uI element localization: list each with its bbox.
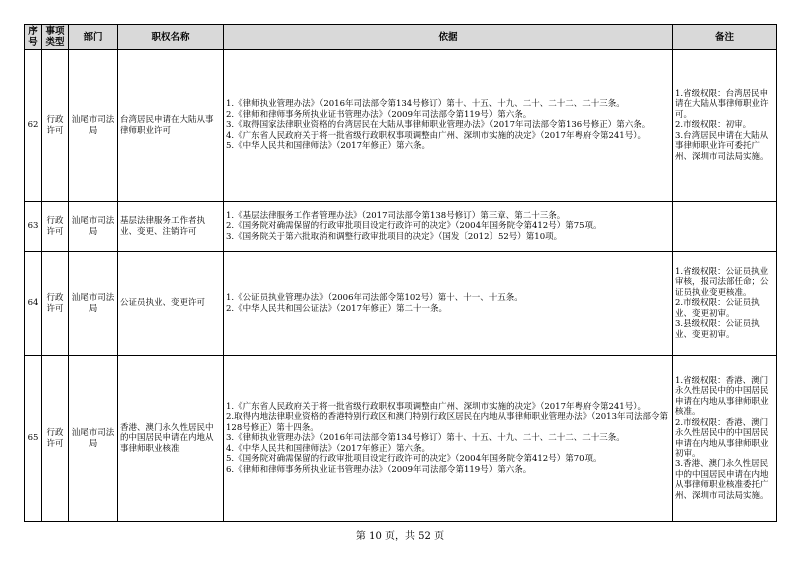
basis-line: 2.取得内地法律职业资格的香港特别行政区和澳门特别行政区居民在内地从事律师职业管理办法》（2013年司法部令第128号修正）第十四条。 xyxy=(226,412,668,433)
note-line: 1.省级权限：台湾居民申请在大陆从事律师职业许可。 xyxy=(675,89,769,120)
header-no: 序号 xyxy=(25,25,42,50)
row-basis xyxy=(224,50,673,202)
basis-line: 3.《律师执业管理办法》（2016年司法部令第134号修订）第十、十五、十九、二十、二十二、二十三条。 xyxy=(226,433,625,444)
header-basis: 依据 xyxy=(224,25,673,50)
basis-line: 1.《基层法律服务工作者管理办法》（2017司法部令第138号修订）第三章、第二十三条。 xyxy=(226,210,566,221)
basis-line: 1.《律师执业管理办法》（2016年司法部令第134号修订）第十、十五、十九、二十、二十二、二十三条。 xyxy=(226,99,625,110)
note-line: 2.市级权限：公证员执业、变更初审。 xyxy=(675,298,760,319)
row-dept: 汕尾市司法局 xyxy=(69,202,118,252)
header-dept: 部门 xyxy=(69,25,118,50)
basis-line: 2.《律师和律师事务所执业证书管理办法》（2009年司法部令第119号）第六条。 xyxy=(226,109,532,120)
page-number: 第 10 页，共 52 页 xyxy=(355,531,445,542)
row-no: 63 xyxy=(25,202,42,252)
row-dept: 汕尾市司法局 xyxy=(69,252,118,356)
basis-line: 1.《广东省人民政府关于将一批省级行政职权事项调整由广州、深圳市实施的决定》（2017年粤府令第241号）。 xyxy=(226,402,646,413)
table-row xyxy=(25,252,777,356)
header-note: 备注 xyxy=(673,25,777,50)
row-type: 行政许可 xyxy=(42,50,69,202)
note-line: 3.香港、澳门永久性居民中的中国居民申请在内地从事律师职业核准委托广州、深圳市司法局实施。 xyxy=(675,459,769,501)
basis-line: 6.《律师和律师事务所执业证书管理办法》（2009年司法部令第119号）第六条。 xyxy=(226,464,532,475)
row-type: 行政许可 xyxy=(42,252,69,356)
note-line: 1.省级权限：香港、澳门永久性居民中的中国居民申请在内地从事律师职业核准。 xyxy=(675,376,769,418)
note-line: 2.市级权限：初审。 xyxy=(675,120,752,131)
row-basis xyxy=(224,252,673,356)
row-no: 62 xyxy=(25,50,42,202)
row-basis xyxy=(224,356,673,522)
row-name: 基层法律服务工作者执业、变更、注销许可 xyxy=(118,202,224,252)
row-dept: 汕尾市司法局 xyxy=(69,356,118,522)
row-note xyxy=(673,356,777,522)
basis-line: 5.《中华人民共和国律师法》（2017年修正）第六条。 xyxy=(226,141,430,152)
basis-line: 2.《中华人民共和国公证法》（2017年修正）第二十一条。 xyxy=(226,303,447,314)
basis-line: 2.《国务院对确需保留的行政审批项目设定行政许可的决定》（2004年国务院令第412号）第75项。 xyxy=(226,221,602,232)
row-dept: 汕尾市司法局 xyxy=(69,50,118,202)
row-note xyxy=(673,252,777,356)
row-type: 行政许可 xyxy=(42,356,69,522)
basis-line: 4.《中华人民共和国律师法》（2017年修正）第六条。 xyxy=(226,443,430,454)
basis-line: 3.《取得国家法律职业资格的台湾居民在大陆从事律师职业管理办法》（2017年司法部令第136号修正）第六条。 xyxy=(226,120,651,131)
row-name: 公证员执业、变更许可 xyxy=(118,252,224,356)
basis-line: 4.《广东省人民政府关于将一批省级行政职权事项调整由广州、深圳市实施的决定》（2017年粤府令第241号）。 xyxy=(226,130,646,141)
header-type: 事项类型 xyxy=(42,25,69,50)
row-note xyxy=(673,50,777,202)
row-note xyxy=(673,202,777,252)
header-row xyxy=(25,25,777,50)
note-line: 3.县级权限：公证员执业、变更初审。 xyxy=(675,319,760,340)
row-basis xyxy=(224,202,673,252)
basis-line: 1.《公证员执业管理办法》（2006年司法部令第102号）第十、十一、十五条。 xyxy=(226,293,523,304)
header-name: 职权名称 xyxy=(118,25,224,50)
authority-table xyxy=(24,24,777,522)
row-no: 65 xyxy=(25,356,42,522)
row-no: 64 xyxy=(25,252,42,356)
note-line: 1.省级权限：公证员执业审核，报司法部任命；公证员执业变更核准。 xyxy=(675,267,769,298)
table-row xyxy=(25,202,777,252)
note-line: 3.台湾居民申请在大陆从事律师职业许可委托广州、深圳市司法局实施。 xyxy=(675,130,769,162)
row-name: 香港、澳门永久性居民中的中国居民申请在内地从事律师职业核准 xyxy=(118,356,224,522)
basis-line: 3.《国务院关于第六批取消和调整行政审批项目的决定》（国发〔2012〕52号）第10项。 xyxy=(226,231,563,242)
note-line: 2.市级权限：香港、澳门永久性居民中的中国居民申请在内地从事律师职业初审。 xyxy=(675,417,769,459)
table-row xyxy=(25,50,777,202)
table-row xyxy=(25,356,777,522)
row-name: 台湾居民申请在大陆从事律师职业许可 xyxy=(118,50,224,202)
row-type: 行政许可 xyxy=(42,202,69,252)
basis-line: 5.《国务院对确需保留的行政审批项目设定行政许可的决定》（2004年国务院令第412号）第70项。 xyxy=(226,454,602,465)
